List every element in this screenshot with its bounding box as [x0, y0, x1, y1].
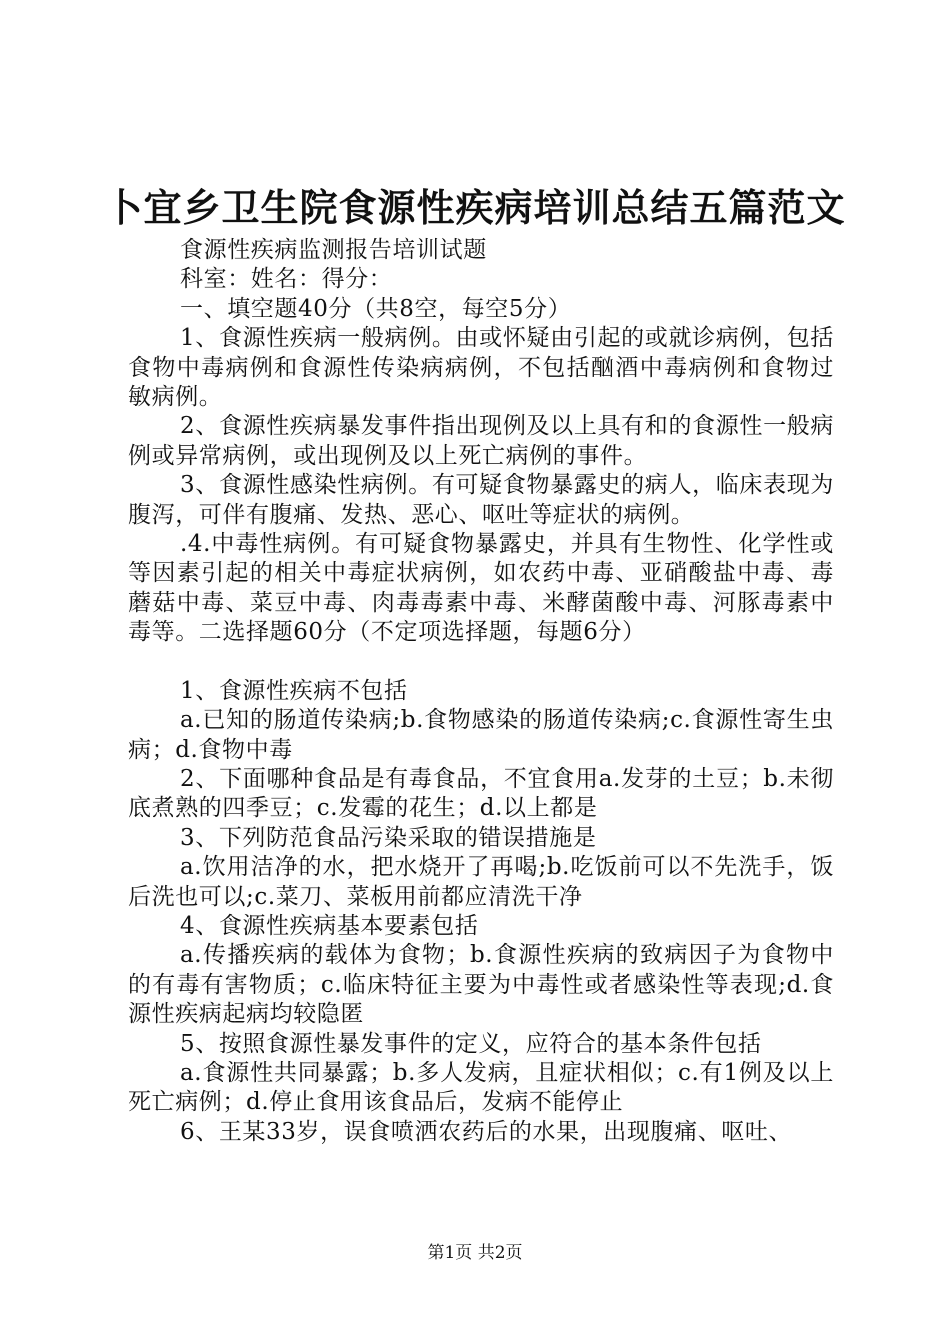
paragraph-choice-6-question: 6、王某33岁，误食喷洒农药后的水果，出现腹痛、呕吐、 — [180, 1118, 793, 1145]
paragraph-choice-3-question: 3、下列防范食品污染采取的错误措施是 — [180, 824, 597, 851]
paragraph-fill-4: .4.中毒性病例。有可疑食物暴露史，并具有生物性、化学性或等因素引起的相关中毒症状病例，如农药中毒、亚硝酸盐中毒、毒蘑菇中毒、菜豆中毒、肉毒毒素中毒、米酵菌酸中毒、河豚毒素中毒等。二选择题60分（不定项选择题，每题6分） — [128, 531, 834, 646]
paragraph-fill-1: 1、食源性疾病一般病例。由或怀疑由引起的或就诊病例，包括食物中毒病例和食源性传染病病例，不包括酗酒中毒病例和食物过敏病例。 — [128, 325, 834, 411]
paragraph-fill-3: 3、食源性感染性病例。有可疑食物暴露史的病人，临床表现为腹泻，可伴有腹痛、发热、恶心、呕吐等症状的病例。 — [128, 472, 834, 528]
document-title: 卜宜乡卫生院食源性疾病培训总结五篇范文 — [104, 185, 846, 230]
document-body — [128, 236, 834, 1147]
paragraph-choice-4-question: 4、食源性疾病基本要素包括 — [180, 912, 479, 939]
paragraph-choice-4-options: a.传播疾病的载体为食物；b.食源性疾病的致病因子为食物中的有毒有害物质；c.临床特征主要为中毒性或者感染性等表现;d.食源性疾病起病均较隐匿 — [128, 942, 834, 1028]
paragraph-choice-3-options: a.饮用洁净的水，把水烧开了再喝;b.吃饭前可以不先洗手，饭后洗也可以;c.菜刀、菜板用前都应清洗干净 — [128, 854, 834, 910]
paragraph-header-fields: 科室：姓名：得分： — [180, 266, 393, 293]
paragraph-choice-1-question: 1、食源性疾病不包括 — [180, 677, 408, 704]
paragraph-choice-2: 2、下面哪种食品是有毒食品，不宜食用a.发芽的土豆；b.未彻底煮熟的四季豆；c.发霉的花生；d.以上都是 — [128, 765, 834, 822]
paragraph-choice-5-question: 5、按照食源性暴发事件的定义，应符合的基本条件包括 — [180, 1030, 762, 1057]
paragraph-choice-5-options: a.食源性共同暴露；b.多人发病，且症状相似；c.有1例及以上死亡病例；d.停止食用该食品后，发病不能停止 — [128, 1059, 834, 1116]
paragraph-section-fill-blank: 一、填空题40分（共8空，每空5分） — [180, 295, 572, 322]
page-footer: 第1页 共2页 — [427, 1243, 523, 1263]
paragraph-choice-1-options: a.已知的肠道传染病;b.食物感染的肠道传染病;c.食源性寄生虫病；d.食物中毒 — [128, 707, 834, 763]
paragraph-exam-title: 食源性疾病监测报告培训试题 — [180, 237, 487, 263]
paragraph-fill-2: 2、食源性疾病暴发事件指出现例及以上具有和的食源性一般病例或异常病例，或出现例及以上死亡病例的事件。 — [128, 413, 834, 469]
